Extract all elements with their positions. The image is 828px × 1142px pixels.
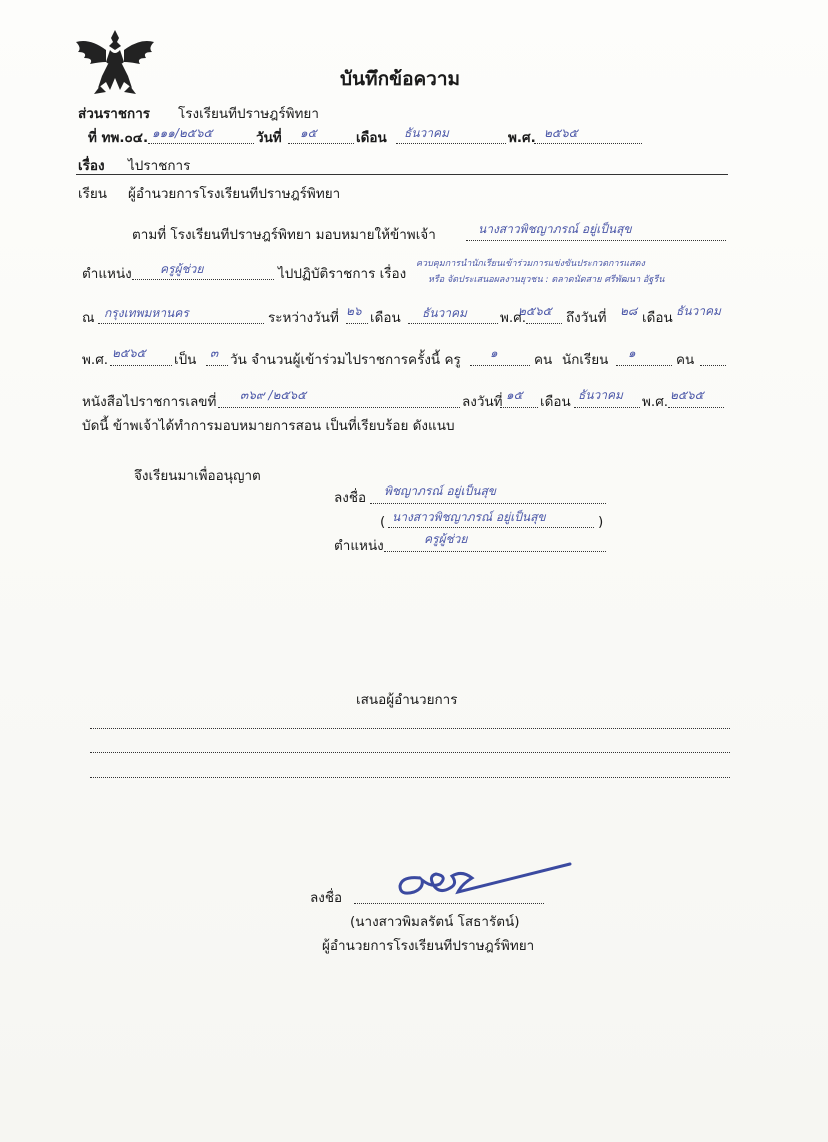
l4-teachers-hand: ๑ [490,346,498,360]
ref-label: ที่ ทพ.๐๔. [88,130,149,146]
month-dots [396,143,506,144]
l4-year-dots [110,365,172,366]
l4-year-hand: ๒๕๖๕ [112,346,146,360]
month-label: เดือน [356,130,387,146]
l3-to-month-hand: ธันวาคม [676,304,721,318]
l3-month-label: เดือน [370,310,401,326]
month-hand: ธันวาคม [404,126,449,140]
propose-line-2 [90,752,730,753]
agency-label: ส่วนราชการ [78,106,151,122]
sign-dots [370,503,606,504]
position-dots [132,279,274,280]
l5-year-hand: ๒๕๖๕ [670,388,704,402]
ref-dots [148,143,254,144]
l5-year-label: พ.ศ. [642,394,669,410]
sign-hand: พิชญาภรณ์ อยู่เป็นสุข [384,484,497,498]
propose-line-1 [90,728,730,729]
body-line1-dots [466,240,726,241]
l3-to-month-label: เดือน [642,310,673,326]
l4-year-label: พ.ศ. [82,352,109,368]
ref-hand: ๑๑๑/๒๕๖๕ [152,126,213,140]
director-signature-icon [392,858,572,902]
director-sign-label: ลงชื่อ [310,890,343,906]
l4-students-hand: ๑ [628,346,636,360]
subject-hand-a: ควบคุมการนำนักเรียนเข้าร่วมการแข่งขันประกวดการแสดง [416,259,645,269]
l5-date-label: ลงวันที่ [462,394,503,410]
l4-days-dots [206,365,228,366]
l5-year-dots [668,407,724,408]
propose-line-3 [90,777,730,778]
at-label: ณ [82,310,95,326]
l5-doc-label: หนังสือไปราชการเลขที่ [82,394,217,410]
subject-hand-b: หรือ จัดประเสนอผลงานยุวชน : ตลาดนัดสาย ศรีพัฒนา อัฐรีน [428,275,665,285]
position2-label: ตำแหน่ง [334,538,384,554]
l5-month-dots [574,407,640,408]
name-open: ( [380,514,386,530]
subject-label: เรื่อง [78,158,105,174]
l5-month-label: เดือน [540,394,571,410]
l3-month-dots [408,323,498,324]
name-close: ) [598,514,604,530]
year-hand: ๒๕๖๕ [544,126,578,140]
agency-value: โรงเรียนทีปราษฎร์พิทยา [178,106,319,122]
to-value: ผู้อำนวยการโรงเรียนทีปราษฎร์พิทยา [128,186,341,202]
day-hand: ๑๕ [300,126,317,140]
between-label: ระหว่างวันที่ [268,310,339,326]
body-line1-text: ตามที่ โรงเรียนทีปราษฎร์พิทยา มอบหมายให้ข้าพเจ้า [132,227,436,243]
between-day-hand: ๒๖ [346,304,362,318]
year-dots [534,143,642,144]
l4-end-dots [700,365,726,366]
l5-doc-hand: ๓๖๙ /๒๕๖๕ [240,388,307,402]
l4-students-label: นักเรียน [562,352,609,368]
l4-person: คน [534,352,553,368]
l4-person2: คน [676,352,695,368]
header-rule [76,174,728,175]
l5-doc-dots [218,407,460,408]
sign-label: ลงชื่อ [334,490,367,506]
at-dots [98,323,264,324]
body-line1-hand: นางสาวพิชญาภรณ์ อยู่เป็นสุข [478,222,632,236]
request-text: จึงเรียนมาเพื่ออนุญาต [134,468,261,484]
l3-to-label: ถึงวันที่ [566,310,607,326]
l5-date-day-hand: ๑๕ [506,388,523,402]
name-hand: นางสาวพิชญาภรณ์ อยู่เป็นสุข [392,510,546,524]
l5-date-dots [500,407,538,408]
director-name: (นางสาวพิมลรัตน์ โสธารัตน์) [350,914,520,930]
l3-year-hand: ๒๕๖๕ [518,304,552,318]
subject-value: ไปราชการ [128,158,191,174]
l6-text: บัดนี้ ข้าพเจ้าได้ทำการมอบหมายการสอน เป็นที่เรียบร้อย ดังแนบ [82,418,455,434]
l4-for-label: เป็น [174,352,197,368]
position-hand: ครูผู้ช่วย [160,262,204,276]
l3-month-hand: ธันวาคม [422,306,467,320]
garuda-emblem-icon [72,28,158,96]
l5-month-hand: ธันวาคม [578,388,623,402]
l4-days-hand: ๓ [210,346,219,360]
name-dots [388,527,594,528]
day-label: วันที่ [256,130,282,146]
year-label: พ.ศ. [508,130,536,146]
l3-to-day-hand: ๒๘ [620,304,638,318]
at-hand: กรุงเทพมหานคร [104,306,189,320]
l4-mid: วัน จำนวนผู้เข้าร่วมไปราชการครั้งนี้ ครู [230,352,461,368]
propose-label: เสนอผู้อำนวยการ [356,692,458,708]
position2-hand: ครูผู้ช่วย [424,532,468,546]
page-title: บันทึกข้อความ [340,68,461,90]
day-dots [288,143,354,144]
to-label: เรียน [78,186,108,202]
position2-dots [384,551,606,552]
director-sign-dots [354,903,544,904]
director-title: ผู้อำนวยการโรงเรียนทีปราษฎร์พิทยา [322,938,535,954]
l4-students-dots [616,365,672,366]
between-day-dots [346,323,368,324]
l4-teachers-dots [470,365,530,366]
body-line2-mid: ไปปฏิบัติราชการ เรื่อง [278,266,407,282]
position-label: ตำแหน่ง [82,266,132,282]
l3-year-label: พ.ศ. [500,310,527,326]
l3-year-dots [526,323,562,324]
